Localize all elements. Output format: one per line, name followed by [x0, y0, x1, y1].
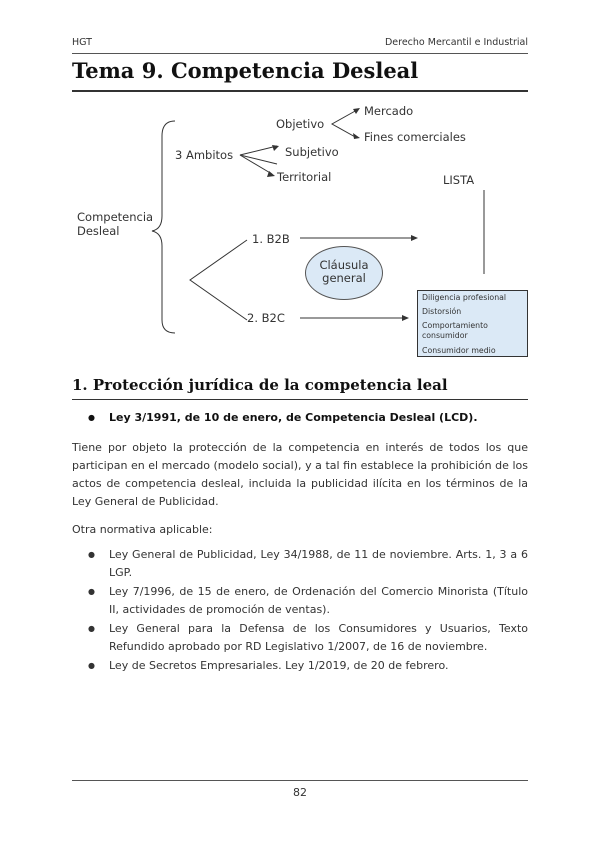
- clausula-general-bubble: [305, 246, 383, 300]
- header-left: HGT: [72, 37, 92, 48]
- page-title: Tema 9. Competencia Desleal: [72, 58, 419, 83]
- arrow-b2b: [411, 235, 418, 241]
- list-item: [88, 620, 528, 656]
- page-number: 82: [293, 786, 307, 799]
- arrow-fines: [353, 133, 360, 139]
- bullet-dot: ●: [88, 550, 95, 559]
- norms-list: [88, 546, 528, 676]
- lista-item: Diligencia profesional: [422, 293, 507, 302]
- list-item-text: Ley General para la Defensa de los Consumidores y Usuarios, Texto Refundido aprobado por RD Legislativo 1/2007, de 16 de noviembre.: [109, 622, 528, 653]
- list-item-text: Ley de Secretos Empresariales. Ley 1/2019, de 20 de febrero.: [109, 659, 449, 672]
- ambitos-brace: [240, 146, 277, 164]
- header-right: Derecho Mercantil e Industrial: [384, 37, 528, 48]
- ambitos-label: 3 Ambitos: [175, 148, 234, 162]
- bullet-dot: ●: [88, 413, 95, 422]
- bullet-dot: ●: [88, 661, 95, 670]
- footer-rule: [72, 780, 528, 781]
- law-bullet: [88, 410, 478, 426]
- section-rule: [72, 399, 528, 400]
- clausula-line-1: Cláusula: [319, 258, 369, 272]
- other-label: Otra normativa aplicable:: [72, 523, 213, 536]
- subjetivo-label: Subjetivo: [285, 145, 339, 159]
- lista-label: LISTA: [443, 173, 475, 187]
- page-header: [72, 37, 528, 51]
- clausula-line-2: general: [322, 271, 366, 285]
- lista-item: Distorsión: [422, 307, 462, 316]
- section-heading: 1. Protección jurídica de la competencia leal: [72, 376, 448, 394]
- list-item: [88, 583, 528, 619]
- fines-label: Fines comerciales: [364, 130, 466, 144]
- objetivo-label: Objetivo: [276, 117, 325, 131]
- arrow-mercado: [353, 108, 360, 114]
- header-rule: [72, 53, 528, 54]
- list-item: [88, 546, 528, 582]
- territorial-label: Territorial: [277, 170, 332, 184]
- list-item-text: Ley General de Publicidad, Ley 34/1988, de 11 de noviembre. Arts. 1, 3 a 6 LGP.: [109, 548, 528, 579]
- lista-box: [417, 290, 528, 357]
- b2b-label: 1. B2B: [252, 232, 290, 246]
- bullet-dot: ●: [88, 587, 95, 596]
- arrow-subjetivo: [272, 145, 279, 151]
- lista-item: Consumidor medio: [422, 346, 496, 355]
- law-title: Ley 3/1991, de 10 de enero, de Competencia Desleal (LCD).: [109, 411, 478, 424]
- lista-item: Comportamiento: [422, 321, 488, 330]
- lista-item: consumidor: [422, 331, 468, 340]
- root-label-2: Desleal: [77, 224, 120, 238]
- bullet-dot: ●: [88, 624, 95, 633]
- concept-diagram: [72, 98, 542, 368]
- b2-lines: [190, 240, 247, 320]
- body-paragraph: Tiene por objeto la protección de la competencia en interés de todos los que participan en el mercado (modelo social), y a tal fin establece la prohibición de los actos de competencia desleal, incluida la publicidad ilícita en los términos de la Ley General de Publicidad.: [72, 441, 528, 508]
- title-rule: [72, 90, 528, 92]
- list-item: [88, 657, 528, 675]
- list-item-text: Ley 7/1996, de 15 de enero, de Ordenación del Comercio Minorista (Título II, actividades de promoción de ventas).: [109, 585, 528, 616]
- mercado-label: Mercado: [364, 104, 414, 118]
- b2c-label: 2. B2C: [247, 311, 285, 325]
- main-brace: [152, 121, 175, 333]
- root-label-1: Competencia: [77, 210, 154, 224]
- arrow-b2c: [402, 315, 409, 321]
- territorial-line: [240, 155, 272, 174]
